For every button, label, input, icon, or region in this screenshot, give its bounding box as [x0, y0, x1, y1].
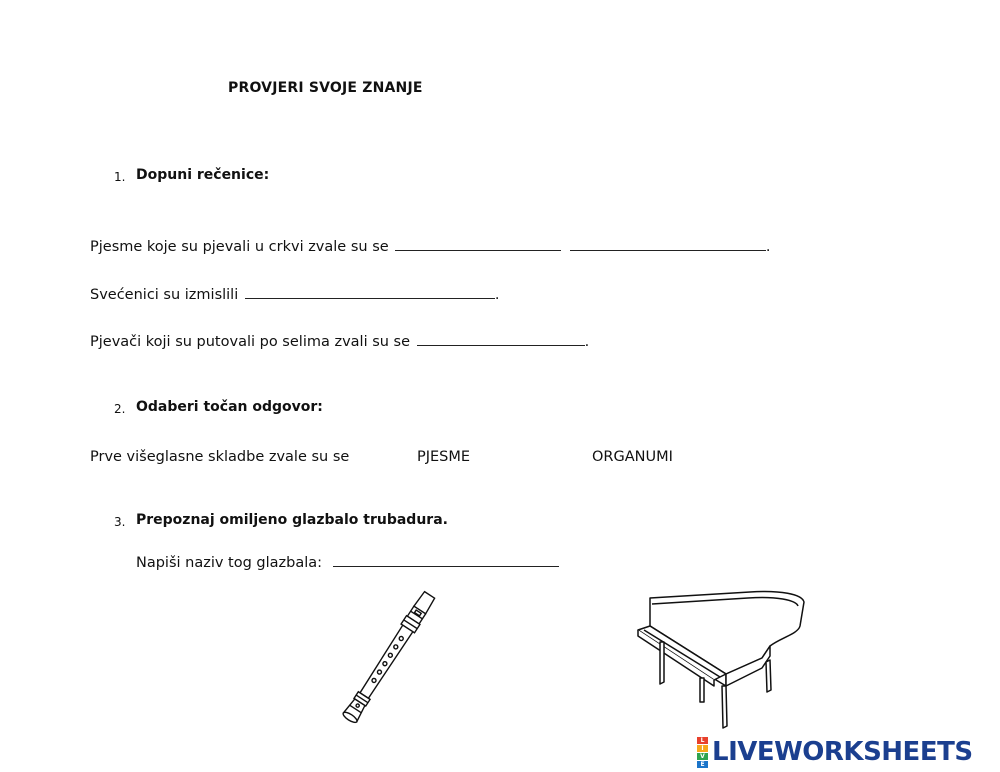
question-3-number: 3. — [114, 515, 126, 529]
sentence-3-text: Pjevači koji su putovali po selima zvali su se — [90, 334, 411, 350]
question-3-prompt-row — [136, 552, 559, 571]
sentence-1-blank-2[interactable] — [570, 236, 766, 251]
piano-image[interactable] — [630, 586, 810, 736]
question-1-number: 1. — [114, 170, 126, 184]
sentence-2-blank[interactable] — [245, 284, 495, 299]
brand-text: LIVEWORKSHEETS — [712, 737, 973, 767]
sentence-1 — [90, 236, 771, 255]
sentence-1-blank-1[interactable] — [395, 236, 561, 251]
brand-badge-v: V — [697, 753, 708, 760]
sentence-3-blank[interactable] — [417, 331, 585, 346]
flute-image[interactable] — [326, 580, 446, 745]
option-pjesme[interactable]: PJESME — [417, 449, 471, 465]
sentence-2 — [90, 284, 499, 303]
brand-badge-l: L — [697, 737, 708, 744]
sentence-1-period: . — [765, 239, 771, 255]
question-2-number: 2. — [114, 402, 126, 416]
instrument-name-input[interactable] — [333, 552, 559, 567]
brand-badge-e: E — [697, 761, 708, 768]
page-title: PROVJERI SVOJE ZNANJE — [228, 80, 423, 96]
liveworksheets-logo — [697, 737, 973, 767]
brand-badge — [697, 737, 708, 768]
option-organumi[interactable]: ORGANUMI — [592, 449, 673, 465]
question-1-heading: Dopuni rečenice: — [136, 167, 270, 183]
sentence-3-period: . — [584, 334, 590, 350]
question-2-prompt: Prve višeglasne skladbe zvale su se — [90, 449, 350, 465]
sentence-2-text: Svećenici su izmislili — [90, 287, 239, 303]
question-3-prompt: Napiši naziv tog glazbala: — [136, 555, 323, 571]
question-2-heading: Odaberi točan odgovor: — [136, 399, 323, 415]
sentence-3 — [90, 331, 589, 350]
sentence-2-period: . — [494, 287, 500, 303]
brand-badge-i: I — [697, 745, 708, 752]
question-3-heading: Prepoznaj omiljeno glazbalo trubadura. — [136, 512, 448, 528]
sentence-1-text: Pjesme koje su pjevali u crkvi zvale su se — [90, 239, 389, 255]
